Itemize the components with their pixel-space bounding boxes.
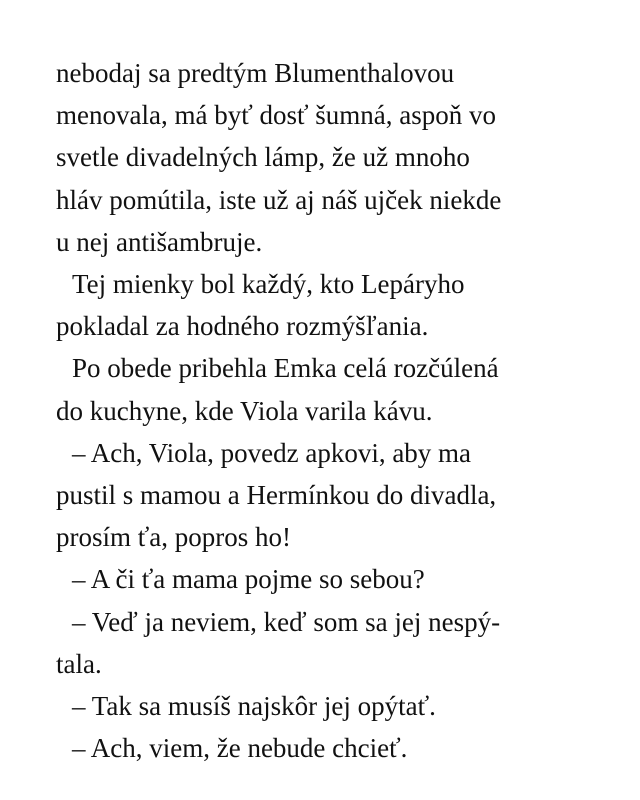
text-line: – A či ťa mama pojme so sebou? bbox=[72, 564, 425, 595]
text-line: pokladal za hodného rozmýšľania. bbox=[56, 311, 429, 342]
text-line: pustil s mamou a Hermínkou do divadla, bbox=[56, 480, 497, 511]
book-page-text bbox=[56, 52, 616, 769]
text-line: – Ach, viem, že nebude chcieť. bbox=[72, 733, 408, 764]
text-line: nebodaj sa predtým Blumenthalovou bbox=[56, 58, 455, 88]
text-line: svetle divadelných lámp, že už mnoho bbox=[56, 142, 470, 173]
text-line: prosím ťa, popros ho! bbox=[56, 522, 292, 553]
text-line: menovala, má byť dosť šumná, aspoň vo bbox=[56, 100, 497, 131]
text-line: u nej antišambruje. bbox=[56, 226, 263, 257]
text-line: tala. bbox=[56, 648, 102, 679]
text-line: do kuchyne, kde Viola varila kávu. bbox=[56, 395, 433, 426]
text-line: – Ach, Viola, povedz apkovi, aby ma bbox=[72, 437, 472, 468]
text-line: Po obede pribehla Emka celá rozčúlená bbox=[72, 353, 499, 384]
text-line: hláv pomútila, iste už aj náš ujček niekde bbox=[56, 184, 502, 215]
text-line: Tej mienky bol každý, kto Lepáryho bbox=[72, 269, 465, 300]
text-line: – Veď ja neviem, keď som sa jej nespý- bbox=[72, 606, 501, 637]
text-line: – Tak sa musíš najskôr jej opýtať. bbox=[72, 691, 436, 722]
